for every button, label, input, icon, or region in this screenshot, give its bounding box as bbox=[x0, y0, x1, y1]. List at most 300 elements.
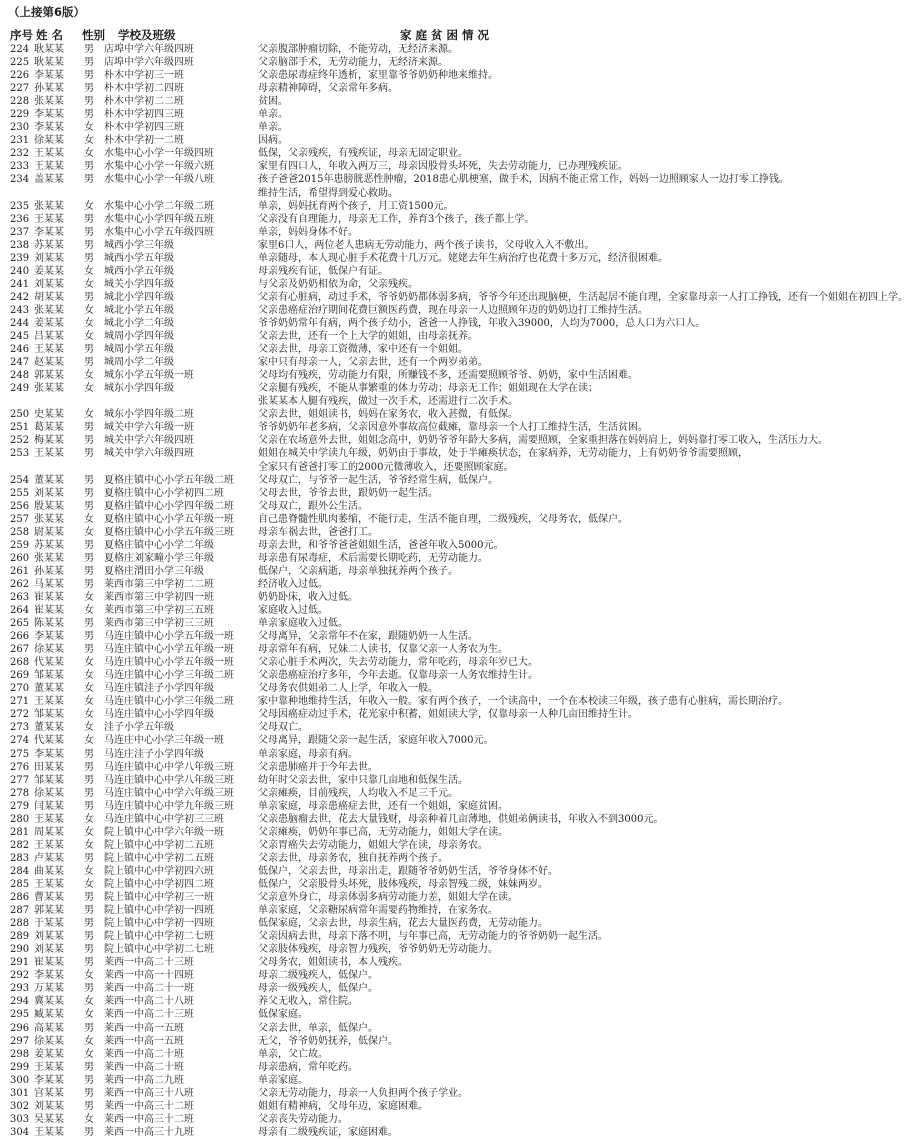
list-item bbox=[0, 513, 800, 526]
school-class: 水集中心小学五年级四班 bbox=[104, 226, 214, 238]
school-class: 莱西一中高一五班 bbox=[104, 1022, 184, 1034]
list-item bbox=[0, 343, 800, 356]
student-sex: 男 bbox=[84, 1022, 94, 1034]
school-class: 夏格庄镇中心小学二年级 bbox=[104, 539, 214, 551]
student-name: 郭某某 bbox=[34, 370, 64, 382]
list-item bbox=[0, 1022, 800, 1035]
student-sex: 女 bbox=[84, 122, 94, 134]
row-number: 275 bbox=[10, 748, 30, 760]
family-situation: 养父无收入，常住院。 bbox=[258, 996, 358, 1008]
school-class: 朴木中学初三一班 bbox=[104, 70, 184, 82]
school-class: 院上镇中心中学初四六班 bbox=[104, 865, 214, 877]
school-class: 洼子小学五年级 bbox=[104, 722, 174, 734]
student-name: 邹某某 bbox=[34, 709, 64, 721]
family-situation: 父母双亡，与爷爷一起生活，爷爷经常生病，低保户。 bbox=[258, 474, 498, 486]
row-number: 238 bbox=[10, 239, 30, 251]
school-class: 朴木中学初一二班 bbox=[104, 135, 184, 147]
student-sex: 女 bbox=[84, 317, 94, 329]
student-sex: 男 bbox=[84, 239, 94, 251]
school-class: 水集中心小学二年级二班 bbox=[104, 200, 214, 212]
student-name: 曲某某 bbox=[34, 865, 64, 877]
family-situation: 低保，父亲残疾，有残疾证，母亲无固定职业。 bbox=[258, 148, 468, 160]
student-name: 张某某 bbox=[34, 304, 64, 316]
student-name: 刘某某 bbox=[34, 944, 64, 956]
school-class: 城关中学六年级四班 bbox=[104, 435, 194, 447]
list-item bbox=[0, 69, 800, 82]
student-name: 王某某 bbox=[34, 1061, 64, 1073]
family-situation: 母亲有二级残疾证，家庭困难。 bbox=[258, 1126, 398, 1138]
row-number: 262 bbox=[10, 578, 30, 590]
student-name: 王某某 bbox=[34, 879, 64, 890]
list-item bbox=[0, 395, 800, 408]
list-item bbox=[0, 1061, 800, 1074]
row-number: 232 bbox=[10, 148, 30, 160]
list-item bbox=[0, 813, 800, 826]
student-name: 耿某某 bbox=[34, 44, 64, 55]
student-name: 徐某某 bbox=[34, 787, 64, 799]
row-number: 254 bbox=[10, 474, 30, 486]
student-sex: 男 bbox=[84, 787, 94, 799]
list-item bbox=[0, 787, 800, 800]
student-sex: 男 bbox=[84, 96, 94, 108]
list-item bbox=[0, 695, 800, 708]
student-sex: 女 bbox=[84, 996, 94, 1008]
list-item bbox=[0, 774, 800, 787]
family-situation: 单亲，妈妈身体不好。 bbox=[258, 226, 358, 238]
row-number: 279 bbox=[10, 800, 30, 812]
school-class: 城北小学五年级 bbox=[104, 304, 174, 316]
school-class: 莱西市第三中学初三三班 bbox=[104, 618, 214, 630]
student-sex: 女 bbox=[84, 591, 94, 603]
student-sex: 女 bbox=[84, 826, 94, 838]
student-name: 郭某某 bbox=[34, 905, 64, 917]
family-situation: 维持生活，希望得到爱心救助。 bbox=[258, 187, 398, 199]
student-sex: 男 bbox=[84, 800, 94, 812]
family-situation: 单亲家庭。 bbox=[258, 1074, 308, 1086]
list-item bbox=[0, 995, 800, 1008]
row-number: 226 bbox=[10, 70, 30, 82]
student-sex: 男 bbox=[84, 944, 94, 956]
student-name: 董某某 bbox=[34, 474, 64, 486]
family-situation: 父亲去世，姐姐读书，妈妈在家务农，收入甚微，有低保。 bbox=[258, 409, 518, 421]
row-number: 266 bbox=[10, 631, 30, 643]
list-item bbox=[0, 1100, 800, 1113]
list-item bbox=[0, 721, 800, 734]
student-sex: 男 bbox=[84, 448, 94, 460]
list-item bbox=[0, 187, 800, 200]
student-sex: 女 bbox=[84, 879, 94, 890]
student-sex: 男 bbox=[84, 1100, 94, 1112]
student-sex: 女 bbox=[84, 683, 94, 695]
list-item bbox=[0, 304, 800, 317]
list-item bbox=[0, 239, 800, 252]
student-name: 董某某 bbox=[34, 722, 64, 734]
family-situation: 低保家庭，父亲去世，母亲生病，花去大量医药费，无劳动能力。 bbox=[258, 918, 548, 930]
row-number: 285 bbox=[10, 879, 30, 890]
row-number: 284 bbox=[10, 865, 30, 877]
school-class: 莱西市第三中学初二二班 bbox=[104, 578, 214, 590]
school-class: 马连庄镇中心中学六年级三班 bbox=[104, 787, 234, 799]
student-sex: 女 bbox=[84, 970, 94, 982]
row-number: 245 bbox=[10, 331, 30, 343]
family-situation: 爷爷奶奶年老多病，父亲因意外事故高位截瘫，靠母亲一个人打工维持生活，生活贫困。 bbox=[258, 422, 648, 434]
school-class: 城关小学四年级 bbox=[104, 278, 174, 290]
student-name: 李某某 bbox=[34, 70, 64, 82]
school-class: 院上镇中心中学初四二班 bbox=[104, 879, 214, 890]
student-name: 梅某某 bbox=[34, 435, 64, 447]
student-sex: 男 bbox=[84, 44, 94, 55]
student-sex: 女 bbox=[84, 722, 94, 734]
list-item bbox=[0, 943, 800, 956]
family-situation: 奶奶卧床，收入过低。 bbox=[258, 591, 358, 603]
row-number: 230 bbox=[10, 122, 30, 134]
school-class: 莱西一中高三十二班 bbox=[104, 1113, 194, 1125]
list-item bbox=[0, 1074, 800, 1087]
student-sex: 男 bbox=[84, 578, 94, 590]
row-number: 280 bbox=[10, 813, 30, 825]
row-number: 248 bbox=[10, 370, 30, 382]
list-item bbox=[0, 408, 800, 421]
student-name: 崔某某 bbox=[34, 591, 64, 603]
student-name: 臧某某 bbox=[34, 1009, 64, 1021]
family-situation: 父亲肢体残疾，母亲智力残疾，爷爷奶奶无劳动能力。 bbox=[258, 944, 498, 956]
school-class: 马连庄镇中心小学五年级一班 bbox=[104, 644, 234, 656]
row-number: 233 bbox=[10, 161, 30, 173]
row-number: 234 bbox=[10, 174, 30, 186]
student-sex: 男 bbox=[84, 931, 94, 943]
family-situation: 父亲患癌症治疗多年，今年去逝。仅靠母亲一人务农维持生计。 bbox=[258, 670, 538, 682]
header-school: 学校及班级 bbox=[118, 28, 176, 42]
list-item bbox=[0, 552, 800, 565]
row-number: 247 bbox=[10, 357, 30, 369]
family-situation: 父母双亡，跟外公生活。 bbox=[258, 500, 368, 512]
school-class: 院上镇中心中学初二七班 bbox=[104, 931, 214, 943]
family-situation: 父亲去世，母亲务农，独自抚养两个孩子。 bbox=[258, 852, 448, 864]
row-number: 251 bbox=[10, 422, 30, 434]
student-name: 吴某某 bbox=[34, 1113, 64, 1125]
student-name: 赵某某 bbox=[34, 357, 64, 369]
row-number: 236 bbox=[10, 213, 30, 225]
school-class: 莱西一中高一五班 bbox=[104, 1035, 184, 1047]
row-number: 252 bbox=[10, 435, 30, 447]
student-sex: 男 bbox=[84, 905, 94, 917]
family-situation: 低保户，父亲病逝，母亲单独抚养两个孩子。 bbox=[258, 565, 458, 577]
list-item bbox=[0, 291, 908, 304]
list-item bbox=[0, 56, 800, 69]
list-item bbox=[0, 108, 800, 121]
list-item bbox=[0, 317, 800, 330]
list-item bbox=[0, 173, 800, 186]
row-number: 255 bbox=[10, 487, 30, 499]
list-item bbox=[0, 761, 800, 774]
student-sex: 男 bbox=[84, 565, 94, 577]
student-name: 于某某 bbox=[34, 918, 64, 930]
school-class: 城西小学五年级 bbox=[104, 252, 174, 264]
school-class: 莱西一中高二十三班 bbox=[104, 1009, 194, 1021]
student-sex: 女 bbox=[84, 813, 94, 825]
student-name: 李某某 bbox=[34, 631, 64, 643]
row-number: 286 bbox=[10, 892, 30, 904]
student-sex: 男 bbox=[84, 70, 94, 82]
student-sex: 男 bbox=[84, 552, 94, 564]
family-situation: 父亲无劳动能力，母亲一人负担两个孩子学业。 bbox=[258, 1087, 468, 1099]
family-situation: 低保户，父亲去世，母亲出走，跟随爷爷奶奶生活，爷爷身体不好。 bbox=[258, 865, 558, 877]
student-sex: 男 bbox=[84, 957, 94, 969]
student-name: 董某某 bbox=[34, 683, 64, 695]
list-item bbox=[0, 826, 800, 839]
family-situation: 父母均有残疾，劳动能力有限，所赚钱不多，还需要照顾爷爷、奶奶，家中生活困难。 bbox=[258, 370, 638, 382]
student-name: 李某某 bbox=[34, 1074, 64, 1086]
family-situation: 贫困。 bbox=[258, 96, 288, 108]
row-number: 282 bbox=[10, 839, 30, 851]
student-sex: 女 bbox=[84, 383, 94, 395]
row-number: 264 bbox=[10, 605, 30, 617]
school-class: 莱西一中高二十一班 bbox=[104, 983, 194, 995]
list-item bbox=[0, 226, 800, 239]
row-number: 278 bbox=[10, 787, 30, 799]
family-situation: 与父亲及奶奶相依为命，父亲残疾。 bbox=[258, 278, 418, 290]
student-name: 尉某某 bbox=[34, 526, 64, 538]
row-number: 268 bbox=[10, 657, 30, 669]
row-number: 289 bbox=[10, 931, 30, 943]
family-situation: 家里有四口人，年收入两万三，母亲因股骨头坏死，失去劳动能力，已办理残疾证。 bbox=[258, 161, 628, 173]
family-situation: 父亲因病去世，母亲下落不明，与年事已高，无劳动能力的爷爷奶奶一起生活。 bbox=[258, 931, 608, 943]
header-sex: 性别 bbox=[82, 28, 105, 42]
student-name: 王某某 bbox=[34, 813, 64, 825]
school-class: 马连庄镇中心中学九年级三班 bbox=[104, 800, 234, 812]
student-name: 宫某某 bbox=[34, 1087, 64, 1099]
school-class: 水集中心小学一年级六班 bbox=[104, 161, 214, 173]
row-number: 293 bbox=[10, 983, 30, 995]
list-item bbox=[0, 591, 800, 604]
school-class: 马连庄镇中心小学五年级一班 bbox=[104, 657, 234, 669]
row-number: 228 bbox=[10, 96, 30, 108]
row-number: 269 bbox=[10, 670, 30, 682]
student-sex: 女 bbox=[84, 696, 94, 708]
family-situation: 单亲家庭收入过低。 bbox=[258, 618, 348, 630]
school-class: 城东小学四年级二班 bbox=[104, 409, 194, 421]
row-number: 298 bbox=[10, 1048, 30, 1060]
student-name: 耿某某 bbox=[34, 57, 64, 69]
family-situation: 单亲家庭，父亲糖尿病常年需要药物维持，在家务农。 bbox=[258, 905, 498, 917]
row-number: 277 bbox=[10, 774, 30, 786]
school-class: 夏格庄镇中心小学五年级二班 bbox=[104, 474, 234, 486]
family-situation: 家庭收入过低。 bbox=[258, 605, 328, 617]
row-number: 292 bbox=[10, 970, 30, 982]
list-item bbox=[0, 604, 800, 617]
list-item bbox=[0, 147, 800, 160]
row-number: 291 bbox=[10, 957, 30, 969]
family-situation: 单亲。 bbox=[258, 109, 288, 121]
family-situation: 幼年时父亲去世，家中只靠几亩地和低保生活。 bbox=[258, 774, 468, 786]
family-situation: 因病。 bbox=[258, 135, 288, 147]
family-situation: 单亲。 bbox=[258, 122, 288, 134]
student-sex: 男 bbox=[84, 109, 94, 121]
school-class: 水集中心小学四年级五班 bbox=[104, 213, 214, 225]
school-class: 城西小学五年级 bbox=[104, 265, 174, 277]
family-situation: 父母双亡。 bbox=[258, 722, 308, 734]
row-number: 261 bbox=[10, 565, 30, 577]
student-sex: 男 bbox=[84, 435, 94, 447]
school-class: 马连庄镇中心中学八年级三班 bbox=[104, 774, 234, 786]
student-sex: 女 bbox=[84, 278, 94, 290]
student-name: 徐某某 bbox=[34, 135, 64, 147]
family-situation: 无父，爷爷奶奶抚养，低保户。 bbox=[258, 1035, 398, 1047]
row-number: 249 bbox=[10, 383, 30, 395]
list-item bbox=[0, 278, 800, 291]
school-class: 马连庄镇中心小学三年级二班 bbox=[104, 670, 234, 682]
list-item bbox=[0, 356, 800, 369]
family-situation: 低保户，父亲股骨头坏死，肢体残疾，母亲智残二级，妹妹两岁。 bbox=[258, 879, 548, 890]
list-item bbox=[0, 421, 800, 434]
header-no: 序号 bbox=[10, 28, 33, 42]
school-class: 莱西一中高三十九班 bbox=[104, 1126, 194, 1138]
family-situation: 父母离异，跟随父亲一起生活，家庭年收入7000元。 bbox=[258, 735, 494, 747]
student-name: 田某某 bbox=[34, 761, 64, 773]
row-number: 260 bbox=[10, 552, 30, 564]
list-item bbox=[0, 447, 800, 460]
student-name: 李某某 bbox=[34, 226, 64, 238]
row-number: 302 bbox=[10, 1100, 30, 1112]
list-item bbox=[0, 891, 800, 904]
family-situation: 母亲残疾有证，低保户有证。 bbox=[258, 265, 388, 277]
school-class: 莱西一中高三十八班 bbox=[104, 1087, 194, 1099]
student-sex: 女 bbox=[84, 709, 94, 721]
list-item bbox=[0, 904, 800, 917]
student-name: 崔某某 bbox=[34, 957, 64, 969]
family-situation: 母亲去世，和爷爷爸爸姐姐生活，爸爸年收入5000元。 bbox=[258, 539, 504, 551]
list-item bbox=[0, 43, 800, 56]
student-sex: 男 bbox=[84, 852, 94, 864]
family-situation: 姐姐在城关中学读九年级，奶奶由于事故，处于半瘫痪状态，在家病养，无劳动能力，上有奶奶爷爷需要照顾， bbox=[258, 448, 748, 460]
school-class: 夏格庄镇中心小学五年级三班 bbox=[104, 526, 234, 538]
school-class: 莱西一中高二九班 bbox=[104, 1074, 184, 1086]
student-sex: 男 bbox=[84, 1087, 94, 1099]
student-sex: 男 bbox=[84, 892, 94, 904]
school-class: 城周小学四年级 bbox=[104, 331, 174, 343]
family-situation: 父亲去世，母亲工资微薄，家中还有一个姐姐。 bbox=[258, 344, 468, 356]
student-name: 张某某 bbox=[34, 200, 64, 212]
school-class: 夏格庄镇中心小学五年级一班 bbox=[104, 513, 234, 525]
family-situation: 母亲二级残疾人，低保户。 bbox=[258, 970, 378, 982]
student-name: 葛某某 bbox=[34, 422, 64, 434]
family-situation: 家里6口人，两位老人患病无劳动能力，两个孩子读书，父母收入入不敷出。 bbox=[258, 239, 595, 251]
student-name: 刘某某 bbox=[34, 278, 64, 290]
student-sex: 男 bbox=[84, 983, 94, 995]
family-situation: 父亲患脑瘤去世，花去大量钱财，母亲种着几亩薄地，供姐弟俩读书，年收入不到3000元。 bbox=[258, 813, 664, 825]
family-situation: 单亲，父亡故。 bbox=[258, 1048, 328, 1060]
student-name: 王某某 bbox=[34, 148, 64, 160]
row-number: 258 bbox=[10, 526, 30, 538]
list-item bbox=[0, 669, 800, 682]
family-situation: 父母因癌症动过手术，花光家中积蓄，姐姐读大学，仅靠母亲一人种几亩田维持生计。 bbox=[258, 709, 638, 721]
school-class: 马连庄洼子小学四年级 bbox=[104, 748, 204, 760]
student-sex: 男 bbox=[84, 761, 94, 773]
school-class: 马连庄中心小学三年级一班 bbox=[104, 735, 224, 747]
list-item bbox=[0, 213, 800, 226]
student-sex: 女 bbox=[84, 331, 94, 343]
school-class: 朴木中学初二二班 bbox=[104, 96, 184, 108]
row-number: 259 bbox=[10, 539, 30, 551]
student-sex: 男 bbox=[84, 748, 94, 760]
row-number: 288 bbox=[10, 918, 30, 930]
student-sex: 男 bbox=[84, 918, 94, 930]
school-class: 院上镇中心中学初二七班 bbox=[104, 944, 214, 956]
list-item bbox=[0, 252, 800, 265]
family-situation: 父亲腿有残疾，不能从事繁重的体力劳动；母亲无工作；姐姐现在大学在读； bbox=[258, 383, 598, 395]
continued-note: （上接第6版） bbox=[8, 5, 86, 19]
row-number: 224 bbox=[10, 44, 30, 55]
student-sex: 男 bbox=[84, 422, 94, 434]
student-name: 姜某某 bbox=[34, 265, 64, 277]
family-situation: 父亲腹部肿瘤切除，不能劳动，无经济来源。 bbox=[258, 44, 458, 55]
row-number: 256 bbox=[10, 500, 30, 512]
student-sex: 女 bbox=[84, 865, 94, 877]
student-name: 刘某某 bbox=[34, 931, 64, 943]
list-item bbox=[0, 748, 800, 761]
student-sex: 女 bbox=[84, 1113, 94, 1125]
student-sex: 男 bbox=[84, 174, 94, 186]
family-situation: 父母去世，爷爷去世，跟奶奶一起生活。 bbox=[258, 487, 438, 499]
list-item bbox=[0, 865, 800, 878]
student-name: 王某某 bbox=[34, 1126, 64, 1138]
student-sex: 男 bbox=[84, 618, 94, 630]
family-situation: 父亲脑部手术，无劳动能力，无经济来源。 bbox=[258, 57, 448, 69]
list-item bbox=[0, 643, 800, 656]
row-number: 265 bbox=[10, 618, 30, 630]
list-item bbox=[0, 630, 800, 643]
student-name: 冀某某 bbox=[34, 996, 64, 1008]
family-situation: 父亲患肺癌并于今年去世。 bbox=[258, 761, 378, 773]
school-class: 院上镇中心中学初一四班 bbox=[104, 905, 214, 917]
row-number: 297 bbox=[10, 1035, 30, 1047]
row-number: 257 bbox=[10, 513, 30, 525]
list-item bbox=[0, 82, 800, 95]
student-sex: 女 bbox=[84, 605, 94, 617]
row-number: 240 bbox=[10, 265, 30, 277]
student-sex: 男 bbox=[84, 226, 94, 238]
student-sex: 男 bbox=[84, 1061, 94, 1073]
family-situation: 母亲车祸去世，爸爸打工。 bbox=[258, 526, 378, 538]
student-sex: 女 bbox=[84, 657, 94, 669]
student-sex: 女 bbox=[84, 148, 94, 160]
student-name: 刘某某 bbox=[34, 252, 64, 264]
family-situation: 姐姐有精神病，父母年迈，家庭困难。 bbox=[258, 1100, 428, 1112]
school-class: 马连庄镇中心小学四年级 bbox=[104, 709, 214, 721]
row-number: 229 bbox=[10, 109, 30, 121]
family-situation: 单亲家庭，母亲患癌症去世，还有一个姐姐，家庭贫困。 bbox=[258, 800, 508, 812]
student-name: 代某某 bbox=[34, 657, 64, 669]
list-item bbox=[0, 839, 800, 852]
student-name: 曹某某 bbox=[34, 892, 64, 904]
list-item bbox=[0, 708, 800, 721]
aid-list bbox=[0, 43, 908, 1139]
family-situation: 父母离异，父亲常年不在家，跟随奶奶一人生活。 bbox=[258, 631, 478, 643]
row-number: 237 bbox=[10, 226, 30, 238]
student-name: 苏某某 bbox=[34, 239, 64, 251]
family-situation: 单亲随母，本人现心脏手术花费十几万元。姥姥去年生病治疗也花费十多万元，经济很困难。 bbox=[258, 252, 668, 264]
row-number: 299 bbox=[10, 1061, 30, 1073]
school-class: 莱西一中高二十班 bbox=[104, 1061, 184, 1073]
list-item bbox=[0, 434, 828, 447]
list-item bbox=[0, 878, 800, 891]
student-name: 代某某 bbox=[34, 735, 64, 747]
student-name: 苏某某 bbox=[34, 539, 64, 551]
student-sex: 男 bbox=[84, 500, 94, 512]
student-sex: 男 bbox=[84, 631, 94, 643]
school-class: 夏格庄镇中心小学初四二班 bbox=[104, 487, 224, 499]
list-item bbox=[0, 565, 800, 578]
